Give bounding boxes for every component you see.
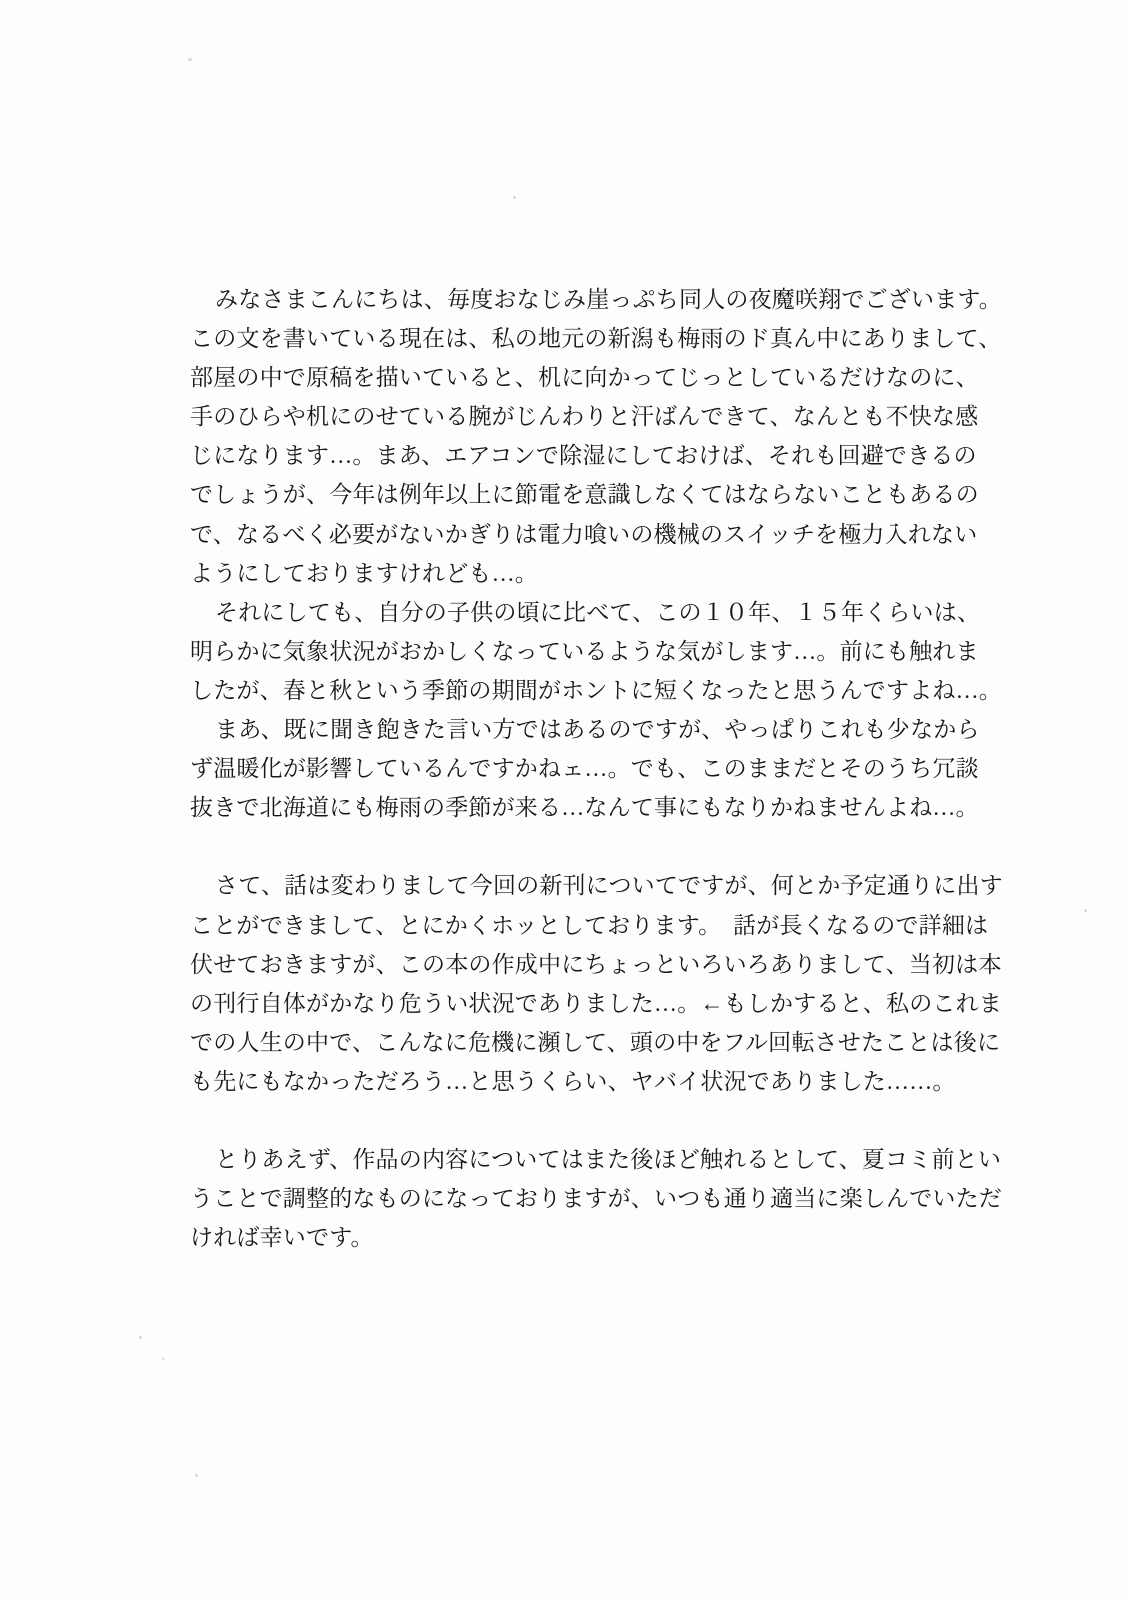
text-line: それにしても、自分の子供の頃に比べて、この１０年、１５年くらいは、: [215, 599, 981, 625]
scan-speck: [139, 1336, 142, 1339]
text-line: での人生の中で、こんなに危機に瀕して、頭の中をフル回転させたことは後に: [190, 1029, 1001, 1055]
text-line: みなさまこんにちは、毎度おなじみ崖っぷち同人の夜魔咲翔でございます。: [215, 287, 1002, 312]
text-line: 手のひらや机にのせている腕がじんわりと汗ばんできて、なんとも不快な感: [190, 404, 979, 430]
text-line: ことができまして、とにかくホッとしております。 話が長くなるので詳細は: [190, 912, 989, 938]
paragraph: [190, 866, 1004, 1101]
text-line: で、なるべく必要がないかぎりは電力喰いの機械のスイッチを極力入れない: [190, 521, 978, 547]
scan-speck: [162, 1357, 164, 1360]
text-line: 明らかに気象状況がおかしくなっているような気がします…。前にも触れま: [190, 638, 979, 664]
text-line: うことで調整的なものになっておりますが、いつも通り適当に楽しんでいただ: [190, 1186, 1002, 1212]
paragraph: [190, 1140, 1004, 1257]
scan-speck: [195, 1474, 198, 1477]
text-line: まあ、既に聞き飽きた言い方ではあるのですが、やっぱりこれも少なから: [215, 717, 980, 743]
text-line: でしょうが、今年は例年以上に節電を意識しなくてはならないこともあるの: [190, 482, 979, 508]
paragraph: [190, 593, 1004, 710]
text-line: さて、話は変わりまして今回の新刊についてですが、何とか予定通りに出す: [215, 873, 1003, 899]
text-line: この文を書いている現在は、私の地元の新潟も梅雨のド真ん中にありまして、: [190, 326, 1002, 352]
paragraph: [190, 280, 1004, 593]
text-line: とりあえず、作品の内容についてはまた後ほど触れるとして、夏コミ前とい: [215, 1147, 1002, 1173]
text-line: ず温暖化が影響しているんですかねェ…。でも、このままだとそのうち冗談: [190, 756, 979, 782]
afterword-text-block: [190, 280, 1004, 1257]
text-line: ければ幸いです。: [190, 1225, 374, 1251]
text-line: じになります…。まあ、エアコンで除湿にしておけば、それも回避できるの: [190, 443, 977, 469]
paragraph: [190, 710, 1004, 827]
text-line: 抜きで北海道にも梅雨の季節が来る…なんて事にもなりかねませんよね…。: [190, 795, 979, 821]
scan-speck: [188, 58, 192, 61]
scan-speck: [1084, 909, 1087, 912]
scan-speck: [513, 196, 516, 199]
text-line: も先にもなかっただろう…と思うくらい、ヤバイ状況でありました……。: [190, 1068, 956, 1094]
text-line: 部屋の中で原稿を描いていると、机に向かってじっとしているだけなのに、: [190, 365, 979, 391]
text-line: ようにしておりますけれども…。: [190, 560, 538, 586]
text-line: の刊行自体がかなり危うい状況でありました…。←もしかすると、私のこれま: [190, 990, 1002, 1016]
text-line: したが、春と秋という季節の期間がホントに短くなったと思うんですよね…。: [190, 677, 1002, 703]
text-line: 伏せておきますが、この本の作成中にちょっといろいろありまして、当初は本: [190, 951, 1002, 977]
